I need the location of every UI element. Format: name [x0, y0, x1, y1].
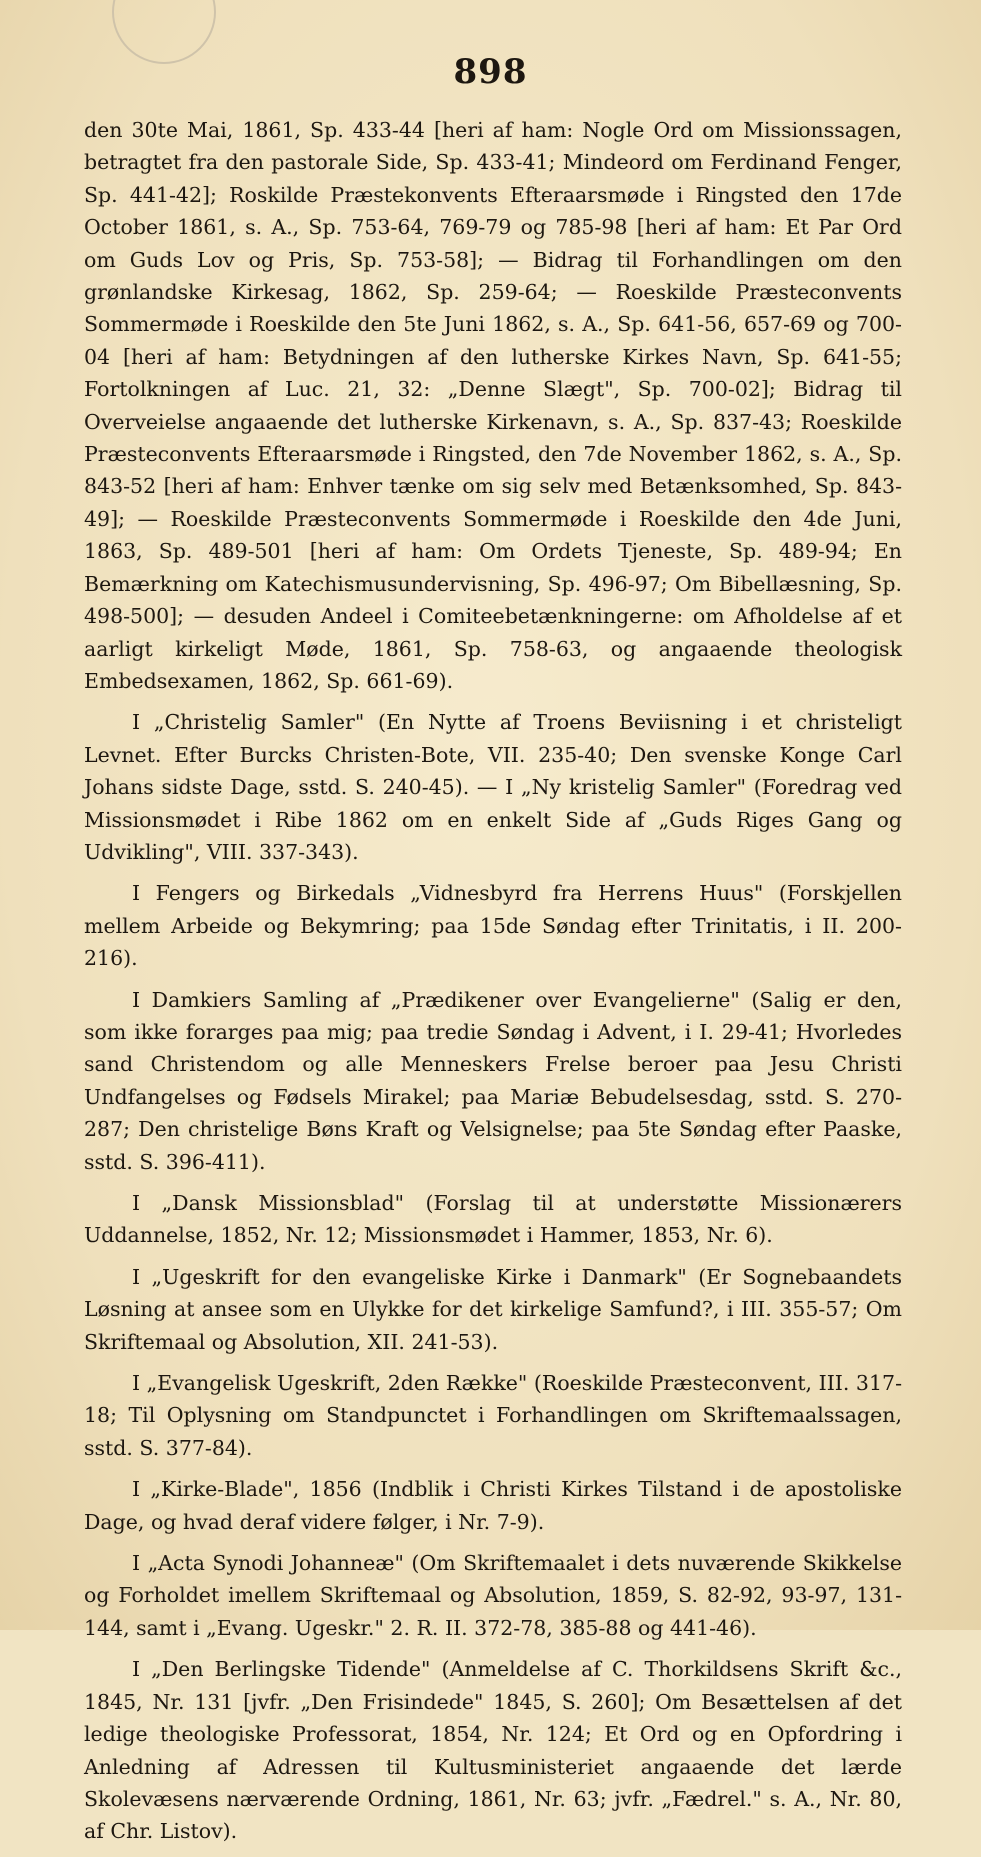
paragraph-praedikener: I Damkiers Samling af „Prædikener over Evangelierne" (Salig er den, som ikke forarges paa mig; paa tredie Søndag i Advent, i I. 29-41; Hvorledes sand Christendom og alle Menneskers Frelse beroer paa Jesu Christi Undfangelses og Fødsels Mirakel; paa Mariæ Bebudelsesdag, sstd. S. 270-287; Den christelige Bøns Kraft og Velsignelse; paa 5te Søndag efter Paaske, sstd. S. 396-411). [84, 987, 902, 1174]
paragraph-christelig-samler: I „Christelig Samler" (En Nytte af Troens Beviisning i et christeligt Levnet. Efter Burcks Christen-Bote, VII. 235-40; Den svenske Konge Carl Johans sidste Dage, sstd. S. 240-45). — I „Ny kristelig Samler" (Foredrag ved Missionsmødet i Ribe 1862 om en enkelt Side af „Guds Riges Gang og Udvikling", VIII. 337-343). [84, 710, 902, 864]
paragraph-missionsblad: I „Dansk Missionsblad" (Forslag til at understøtte Missionærers Uddannelse, 1852, Nr. 12; Missionsmødet i Hammer, 1853, Nr. 6). [84, 1191, 902, 1248]
paragraph-kirke-blade: I „Kirke-Blade", 1856 (Indblik i Christi Kirkes Tilstand i de apostoliske Dage, og hvad deraf videre følger, i Nr. 7-9). [84, 1477, 902, 1534]
page-number: 898 [453, 52, 528, 92]
paragraph-vidnesbyrd: I Fengers og Birkedals „Vidnesbyrd fra Herrens Huus" (Forskjellen mellem Arbeide og Bekymring; paa 15de Søndag efter Trinitatis, i II. 200-216). [84, 881, 902, 971]
page-body [84, 114, 902, 1857]
paragraph-acta-synodi: I „Acta Synodi Johanneæ" (Om Skriftemaalet i dets nuværende Skikkelse og Forholdet imellem Skriftemaal og Absolution, 1859, S. 82-92, 93-97, 131-144, samt i „Evang. Ugeskr." 2. R. II. 372-78, 385-88 og 441-46). [84, 1551, 902, 1640]
paragraph-berlingske: I „Den Berlingske Tidende" (Anmeldelse af C. Thorkildsens Skrift &c., 1845, Nr. 131 [jvfr. „Den Frisindede" 1845, S. 260]; Om Besættelsen af det ledige theologiske Professorat, 1854, Nr. 124; Et Ord og en Opfordring i Anledning af Adressen til Kultusministeriet angaaende det lærde Skolevæsens nærværende Ordning, 1861, Nr. 63; jvfr. „Fædrel." s. A., Nr. 80, af Chr. Listov). [84, 1657, 902, 1844]
paragraph-continuation: den 30te Mai, 1861, Sp. 433-44 [heri af ham: Nogle Ord om Missionssagen, betragtet fra den pastorale Side, Sp. 433-41; Mindeord om Ferdinand Fenger, Sp. 441-42]; Roskilde Præstekonvents Efteraarsmøde i Ringsted den 17de October 1861, s. A., Sp. 753-64, 769-79 og 785-98 [heri af ham: Et Par Ord om Guds Lov og Pris, Sp. 753-58]; — Bidrag til Forhandlingen om den grønlandske Kirkesag, 1862, Sp. 259-64; — Roeskilde Præsteconvents Sommermøde i Roeskilde den 5te Juni 1862, s. A., Sp. 641-56, 657-69 og 700-04 [heri af ham: Betydningen af den lutherske Kirkes Navn, Sp. 641-55; Fortolkningen af Luc. 21, 32: „Denne Slægt", Sp. 700-02]; Bidrag til Overveielse angaaende det lutherske Kirkenavn, s. A., Sp. 837-43; Roeskilde Præsteconvents Efteraarsmøde i Ringsted, den 7de November 1862, s. A., Sp. 843-52 [heri af ham: Enhver tænke om sig selv med Betænksomhed, Sp. 843-49]; — Roeskilde Præsteconvents Sommermøde i Roeskilde den 4de Juni, 1863, Sp. 489-501 [heri af ham: Om Ordets Tjeneste, Sp. 489-94; En Bemærkning om Katechismusundervisning, Sp. 496-97; Om Bibellæsning, Sp. 498-500]; — desuden Andeel i Comiteebetænkningerne: om Afholdelse af et aarligt kirkeligt Møde, 1861, Sp. 758-63, og angaaende theologisk Embedsexamen, 1862, Sp. 661-69). [84, 118, 902, 693]
paragraph-evangelisk-ugeskrift: I „Evangelisk Ugeskrift, 2den Række" (Roeskilde Præsteconvent, III. 317-18; Til Oplysning om Standpunctet i Forhandlingen om Skriftemaalssagen, sstd. S. 377-84). [84, 1371, 902, 1460]
paragraph-ugeskrift: I „Ugeskrift for den evangeliske Kirke i Danmark" (Er Sognebaandets Løsning at ansee som en Ulykke for det kirkelige Samfund?, i III. 355-57; Om Skriftemaal og Absolution, XII. 241-53). [84, 1264, 902, 1354]
